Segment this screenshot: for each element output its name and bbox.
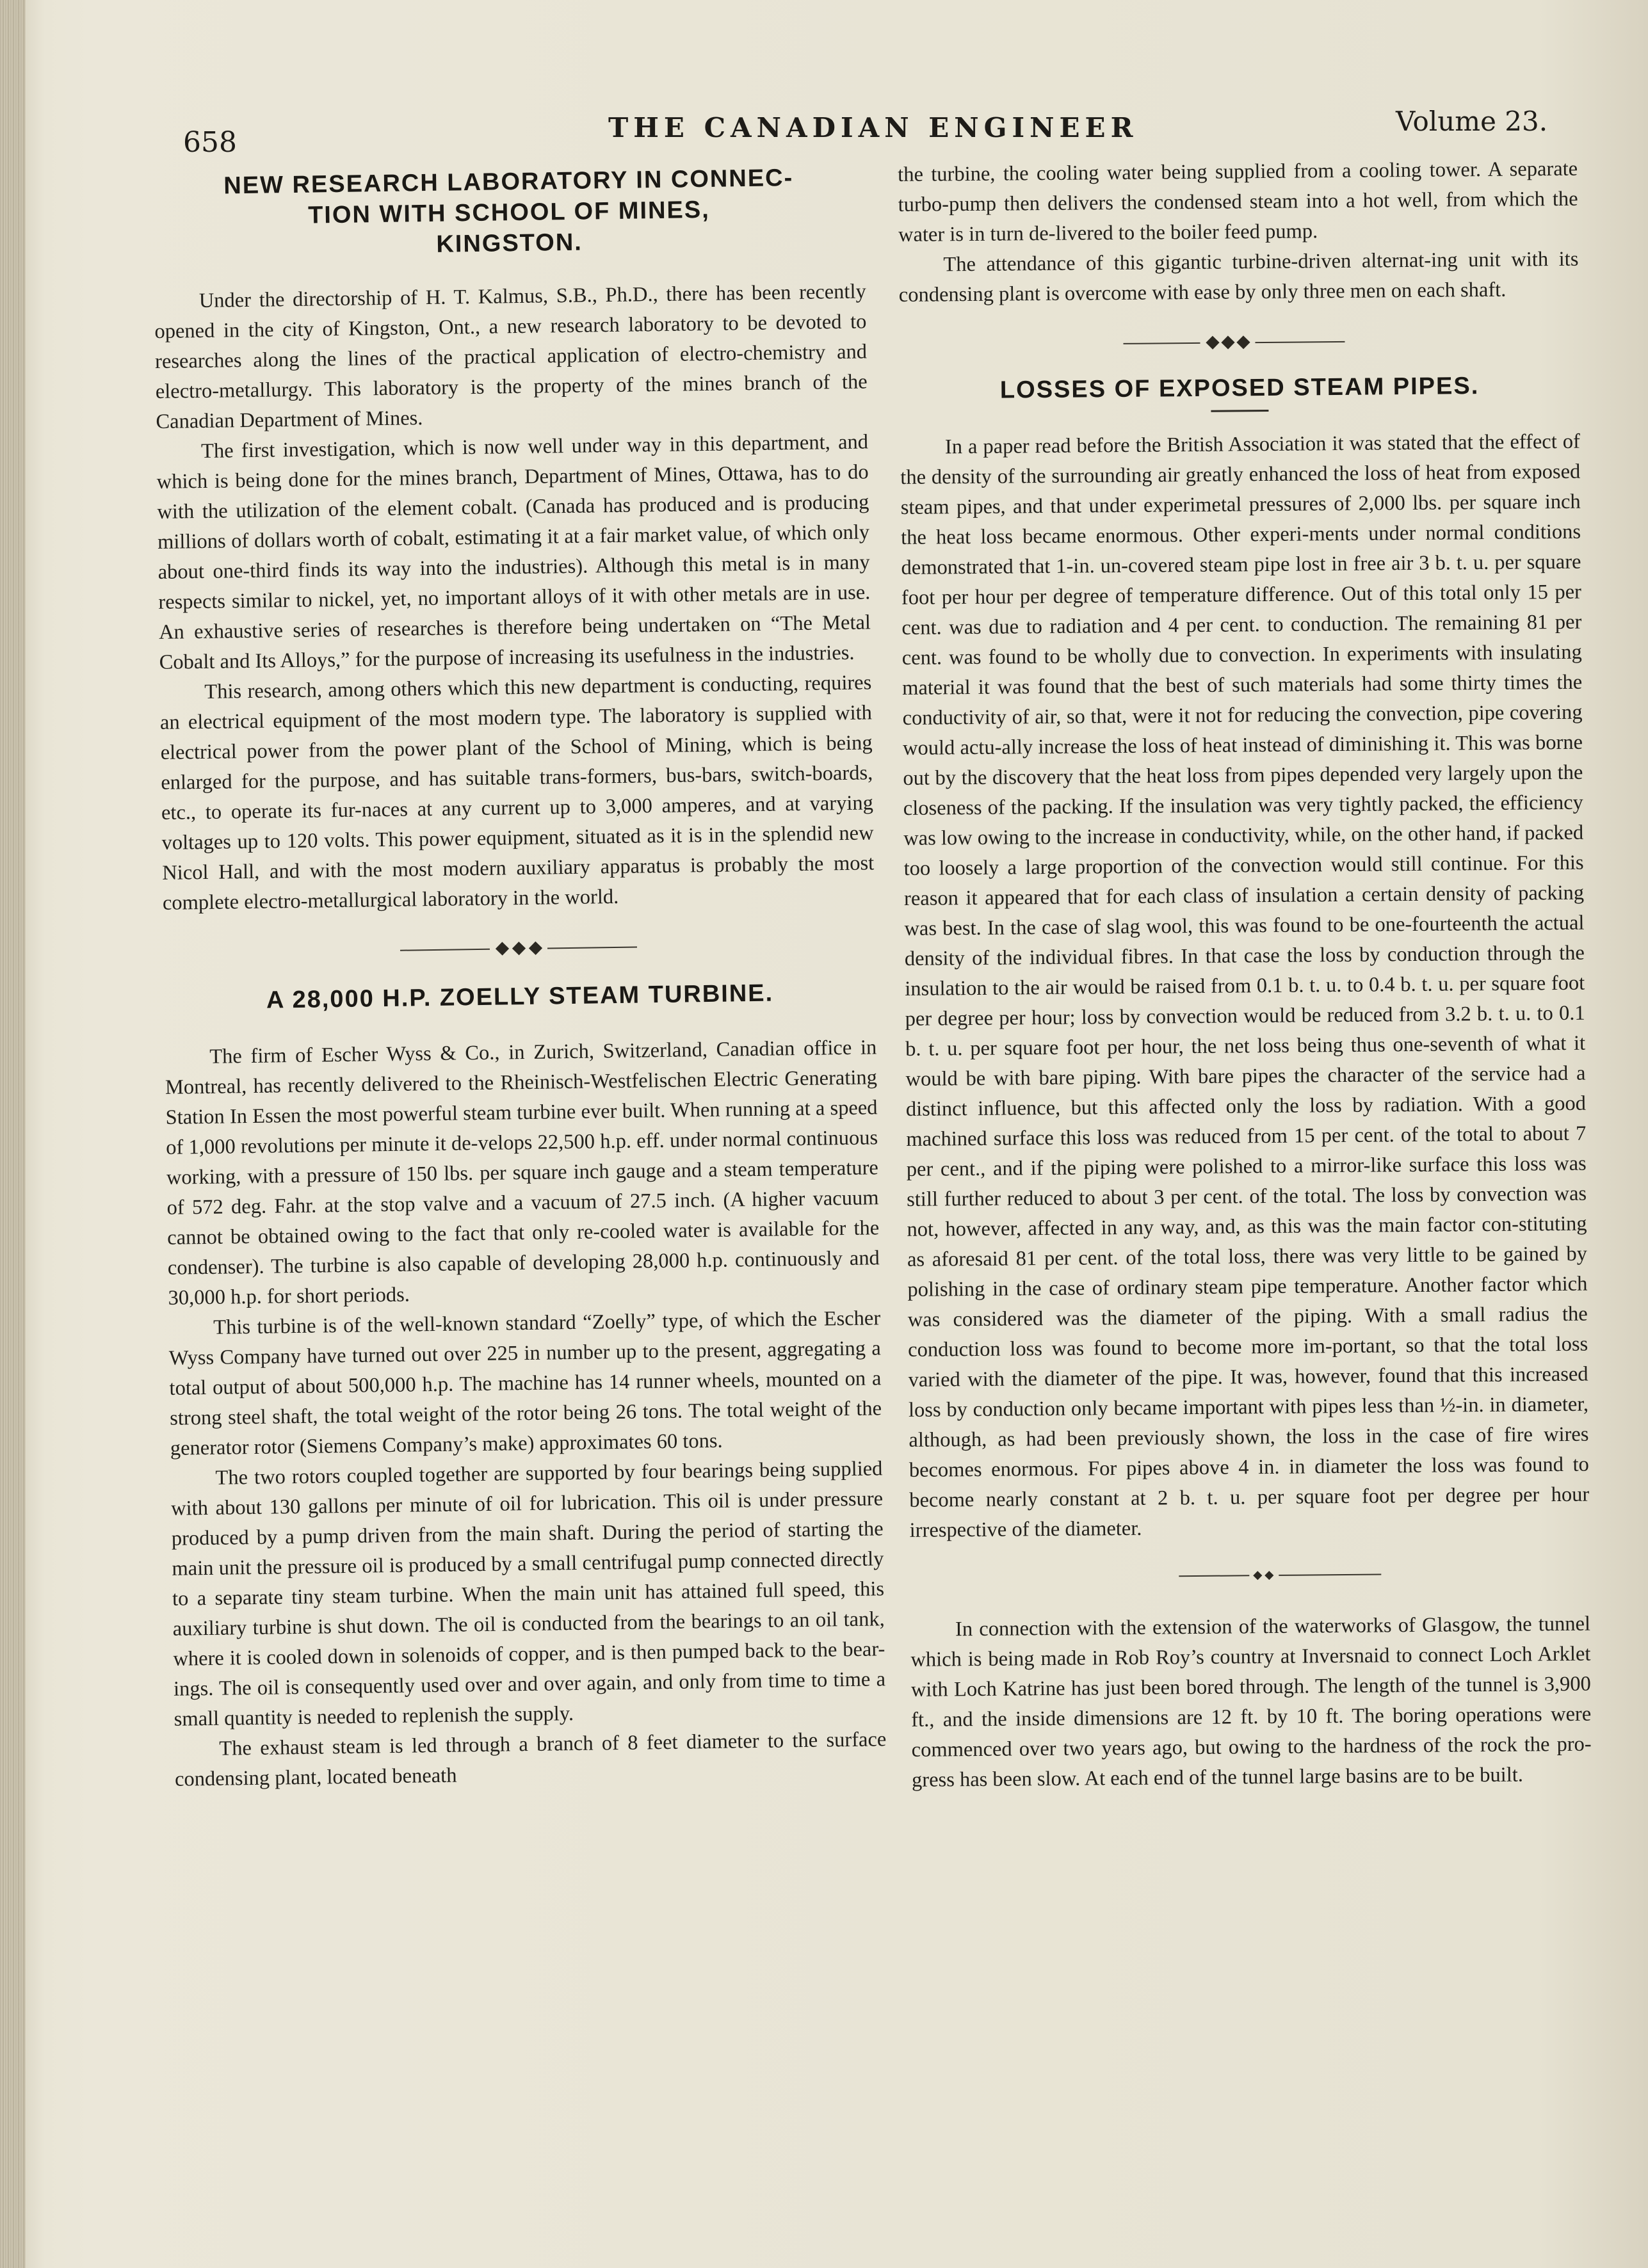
paragraph: In connection with the extension of the waterworks of Glasgow, the tunnel which is being made in Rob Roy’s country at Inversnaid to connect Loch Arklet with Loch Katrine has just been bored through. The length of the tunnel is 3,900 ft., and the inside dimensions are 12 ft. by 10 ft. The boring operations were commenced over two years ago, but owing to the hardness of the rock the pro-gress has been slow. At each end of the tunnel large basins are to be built. [910,1612,1592,1792]
volume-label: Volume 23. [1396,106,1548,137]
right-column [898,157,1592,1796]
article-title: LOSSES OF EXPOSED STEAM PIPES. [999,373,1480,404]
journal-title: THE CANADIAN ENGINEER [608,112,1138,143]
running-head [154,106,1588,159]
article-title [152,161,866,264]
paragraph: The attendance of this gigantic turbine-driven alternat-ing unit with its condensing plant is overcome with ease by only three men on each shaft. [898,247,1579,307]
paragraph: This research, among others which this new department is conducting, requires an electrical equipment of the most modern type. The laboratory is supplied with electrical power from the power plant of the School of Mining, which is being enlarged for the purpose, and has suitable trans-formers, bus-bars, switch-boards, etc., to operate its fur-naces at any current up to 3,000 amperes, and at varying voltages up to 120 volts. This power equipment, situated as it is in the splendid new Nicol Hall, and with the most modern auxiliary apparatus is probably the most complete electro-metallurgical laboratory in the world. [159,671,875,915]
article-title: A 28,000 H.P. ZOELLY STEAM TURBINE. [266,979,774,1014]
left-column [152,165,887,1795]
paragraph: Under the directorship of H. T. Kalmus, S.B., Ph.D., there has been recently opened in the city of Kingston, Ont., a new research laboratory to be devoted to researches along the lines of the practical application of electro-chemistry and electro-metallurgy. This laboratory is the property of the mines branch of the Canadian Department of Mines. [154,280,868,433]
paragraph: The firm of Escher Wyss & Co., in Zurich, Switzerland, Canadian office in Montreal, has recently delivered to the Rheinisch-Westfelischen Electric Generating Station In Essen the most powerful steam turbine ever built. When running at a speed of 1,000 revolutions per minute it de-velops 22,500 h.p. eff. under normal continuous working, with a pressure of 150 lbs. per square inch gauge and a steam temperature of 572 deg. Fahr. at the stop valve and a vacuum of 27.5 inch. (A higher vacuum cannot be obtained owing to the fact that only re-cooled water is available for the condenser). The turbine is also capable of developing 28,000 h.p. continuously and 30,000 h.p. for short periods. [165,1036,880,1310]
page-number: 658 [183,126,237,159]
paragraph: The exhaust steam is led through a branch of 8 feet diameter to the surface condensing plant, located beneath [174,1728,887,1791]
title-line: TION WITH SCHOOL OF MINES, [307,196,711,229]
paragraph: In a paper read before the British Association it was stated that the effect of the density of the surrounding air greatly enhanced the loss of heat from exposed steam pipes, and that under experimetal pressures of 2,000 lbs. per square inch the heat loss became enormous. Other experi-ments under normal conditions demonstrated that 1-in. un-covered steam pipe lost in free air 3 b. t. u. per square foot per hour per degree of temperature difference. Out of this total only 15 per cent. was due to radiation and 4 per cent. to conduction. The remaining 81 per cent. was found to be wholly due to convection. In experiments with insulating material it was found that the best of such materials had some thirty times the conductivity of air, so that, were it not for reducing the convection, pipe covering would actu-ally increase the loss of heat instead of diminishing it. This was borne out by the discovery that the heat loss from pipes depended very largely upon the closeness of the packing. If the insulation was very tightly packed, the efficiency was low owing to the increase in conductivity, while, on the other hand, if packed too loosely a large proportion of the convection would still continue. For this reason it appeared that for each class of insulation a certain density of packing was best. In the case of slag wool, this was found to be one-fourteenth the actual density of the individual fibres. In that case the loss by conduction through the insulation to the air would be raised from 0.1 b. t. u. to 0.4 b. t. u. per square foot per degree per hour; loss by convection would be reduced from 3.2 b. t. u. to 0.1 b. t. u. per square foot per hour, the net loss being thus one-seventh of what it would be with bare piping. With bare pipes the character of the service had a distinct influence, but this affected only the loss by radiation. With a good machined surface this loss was reduced from 15 per cent. of the total to about 7 per cent., and if the piping were polished to a mirror-like surface this loss was still further reduced to about 3 per cent. of the total. The loss by convection was not, however, affected in any way, and, as this was the main factor con-stituting as aforesaid 81 per cent. of the total loss, there was very little to be gained by polishing in the case of ordinary steam pipe temperature. Another factor which was considered was the diameter of the piping. With a small radius the conduction loss was found to become more im-portant, so that the total loss varied with the diameter of the pipe. It was, however, found that this increased loss by conduction only became important with pipes less than ½-in. in diameter, although, as had been previously shown, the loss in the case of fire wires becomes enormous. For pipes above 4 in. in diameter the loss was found to become nearly constant at 2 b. t. u. per square foot per degree per hour irrespective of the diameter. [900,430,1590,1542]
paragraph: The first investigation, which is now well under way in this department, and which is being done for the mines branch, Department of Mines, Ottawa, has to do with the utilization of the element cobalt. (Canada has produced and is producing millions of dollars worth of cobalt, estimating it at a fair market value, of which only about one-third finds its way into the industries). Although this metal is in many respects similar to nickel, yet, no important alloys of it with other metals are in use. An exhaustive series of researches is therefore being undertaken on “The Metal Cobalt and Its Alloys,” for the purpose of increasing its usefulness in the industries. [156,430,871,674]
paragraph: the turbine, the cooling water being supplied from a cooling tower. A separate turbo-pump then delivers the condensed steam into a hot well, from which the water is in turn de-livered to the boiler feed pump. [898,157,1578,246]
article-glasgow-tunnel [910,1609,1592,1796]
article-research-laboratory [152,161,875,918]
title-line: NEW RESEARCH LABORATORY IN CONNEC- [223,165,794,200]
article-zoelly-turbine [164,976,887,1794]
title-line: KINGSTON. [436,229,583,258]
article-steam-pipes [900,370,1590,1546]
paragraph: This turbine is of the well-known standard “Zoelly” type, of which the Escher Wyss Company have turned out over 225 in number up to the present, aggregating a total output of about 500,000 h.p. The machine has 14 runner wheels, mounted on a strong steel shaft, the total weight of the rotor being 26 tons. The total weight of the generator rotor (Siemens Company’s make) approximates 60 tons. [168,1307,882,1460]
paragraph: The two rotors coupled together are supported by four bearings being supplied with about 130 gallons per minute of oil for lubrication. This oil is under pressure produced by a pump driven from the main shaft. During the period of starting the main unit the pressure oil is produced by a small centrifugal pump connected directly to a separate tiny steam turbine. When the main unit has attained full speed, this auxiliary turbine is shut down. The oil is conducted from the bearings to an oil tank, where it is cooled down in solenoids of copper, and is then pumped back to the bear-ings. The oil is consequently used over and over again, and only from time to time a small quantity is needed to replenish the supply. [170,1457,886,1731]
book-gutter [0,0,26,2268]
